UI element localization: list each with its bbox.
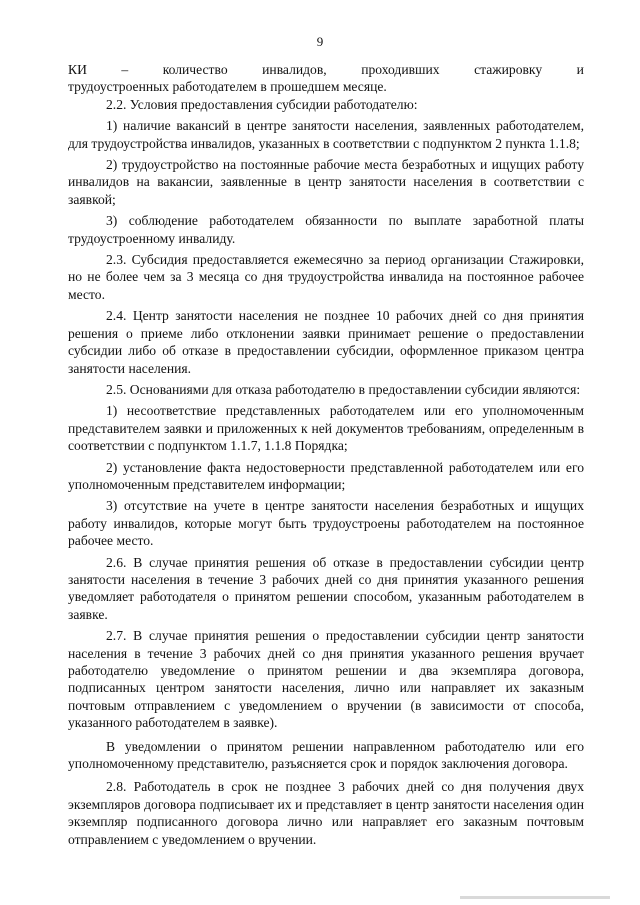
page-number: 9 xyxy=(316,34,324,49)
paragraph-2-7-note: В уведомлении о принятом решении направленном работодателю или его уполномоченному представителю, разъясняется срок и порядок заключения договора. xyxy=(68,738,584,772)
ki-dash: – xyxy=(121,62,129,77)
paragraph-2-7: 2.7. В случае принятия решения о предоставлении субсидии центр занятости населения в течение 3 рабочих дней со дня принятия указанного решения вручает работодателю уведомление о принятом решении и два экземпляра договора, подписанных центром занятости населения, лично или направляет их заказным почтовым отправлением с уведомлением о вручении (в зависимости от способа, указанного работодателем в заявке). xyxy=(68,628,584,731)
scan-edge-mark xyxy=(460,896,610,899)
paragraph-2-2-item-3: 3) соблюдение работодателем обязанности по выплате заработной платы трудоустроенному инвалиду. xyxy=(68,213,584,246)
paragraph-2-2-item-2: 2) трудоустройство на постоянные рабочие места безработных и ищущих работу инвалидов на вакансии, заявленные в центр занятости населения в соответствии с заявкой; xyxy=(68,157,584,207)
ki-definition-line xyxy=(68,61,584,78)
paragraph-2-5-item-1: 1) несоответствие представленных работодателем или его уполномоченным представителем заявки и приложенных к ней документов требованиям, определенным в соответствии с подпунктом 1.1.7, 1.1.8 Порядка; xyxy=(68,403,584,454)
paragraph-2-2-item-1: 1) наличие вакансий в центре занятости населения, заявленных работодателем, для трудоустройства инвалидов, указанных в соответствии с подпунктом 2 пункта 1.1.8; xyxy=(68,118,584,151)
paragraph-2-2: 2.2. Условия предоставления субсидии работодателю: xyxy=(106,96,418,112)
ki-word: проходивших xyxy=(361,62,440,77)
paragraph-2-3: 2.3. Субсидия предоставляется ежемесячно за период организации Стажировки, но не более чем за 3 месяца со дня трудоустройства инвалида на постоянное рабочее место. xyxy=(68,252,584,302)
ki-word: количество xyxy=(162,62,228,77)
ki-definition-continuation: трудоустроенных работодателем в прошедшем месяце. xyxy=(68,79,387,95)
ki-word: инвалидов, xyxy=(262,62,327,77)
paragraph-2-8: 2.8. Работодатель в срок не позднее 3 рабочих дней со дня получения двух экземпляров договора подписывает их и представляет в центр занятости населения один экземпляр подписанного договора лично или направляет его заказным почтовым отправлением с уведомлением о вручении. xyxy=(68,779,584,847)
paragraph-2-5-item-3: 3) отсутствие на учете в центре занятости населения безработных и ищущих работу инвалидов, которые могут быть трудоустроены работодателем на постоянное рабочее место. xyxy=(68,498,584,549)
paragraph-2-5-item-2: 2) установление факта недостоверности представленной работодателем или его уполномоченным представителем информации; xyxy=(68,459,584,492)
ki-word: стажировку xyxy=(474,62,543,77)
ki-word: и xyxy=(576,62,584,77)
document-body xyxy=(68,61,584,848)
paragraph-2-5: 2.5. Основаниями для отказа работодателю в предоставлении субсидии являются: xyxy=(106,381,581,397)
paragraph-2-6: 2.6. В случае принятия решения об отказе в предоставлении субсидии центр занятости населения в течение 3 рабочих дней со дня принятия указанного решения уведомляет работодателя о принятом решении способом, указанным работодателем в заявке. xyxy=(68,554,584,622)
paragraph-2-4: 2.4. Центр занятости населения не позднее 10 рабочих дней со дня принятия решения о приеме либо отклонении заявки принимает решение о предоставлении субсидии либо об отказе в предоставлении субсидии, оформленное приказом центра занятости населения. xyxy=(68,308,584,376)
ki-term: КИ xyxy=(68,62,87,77)
